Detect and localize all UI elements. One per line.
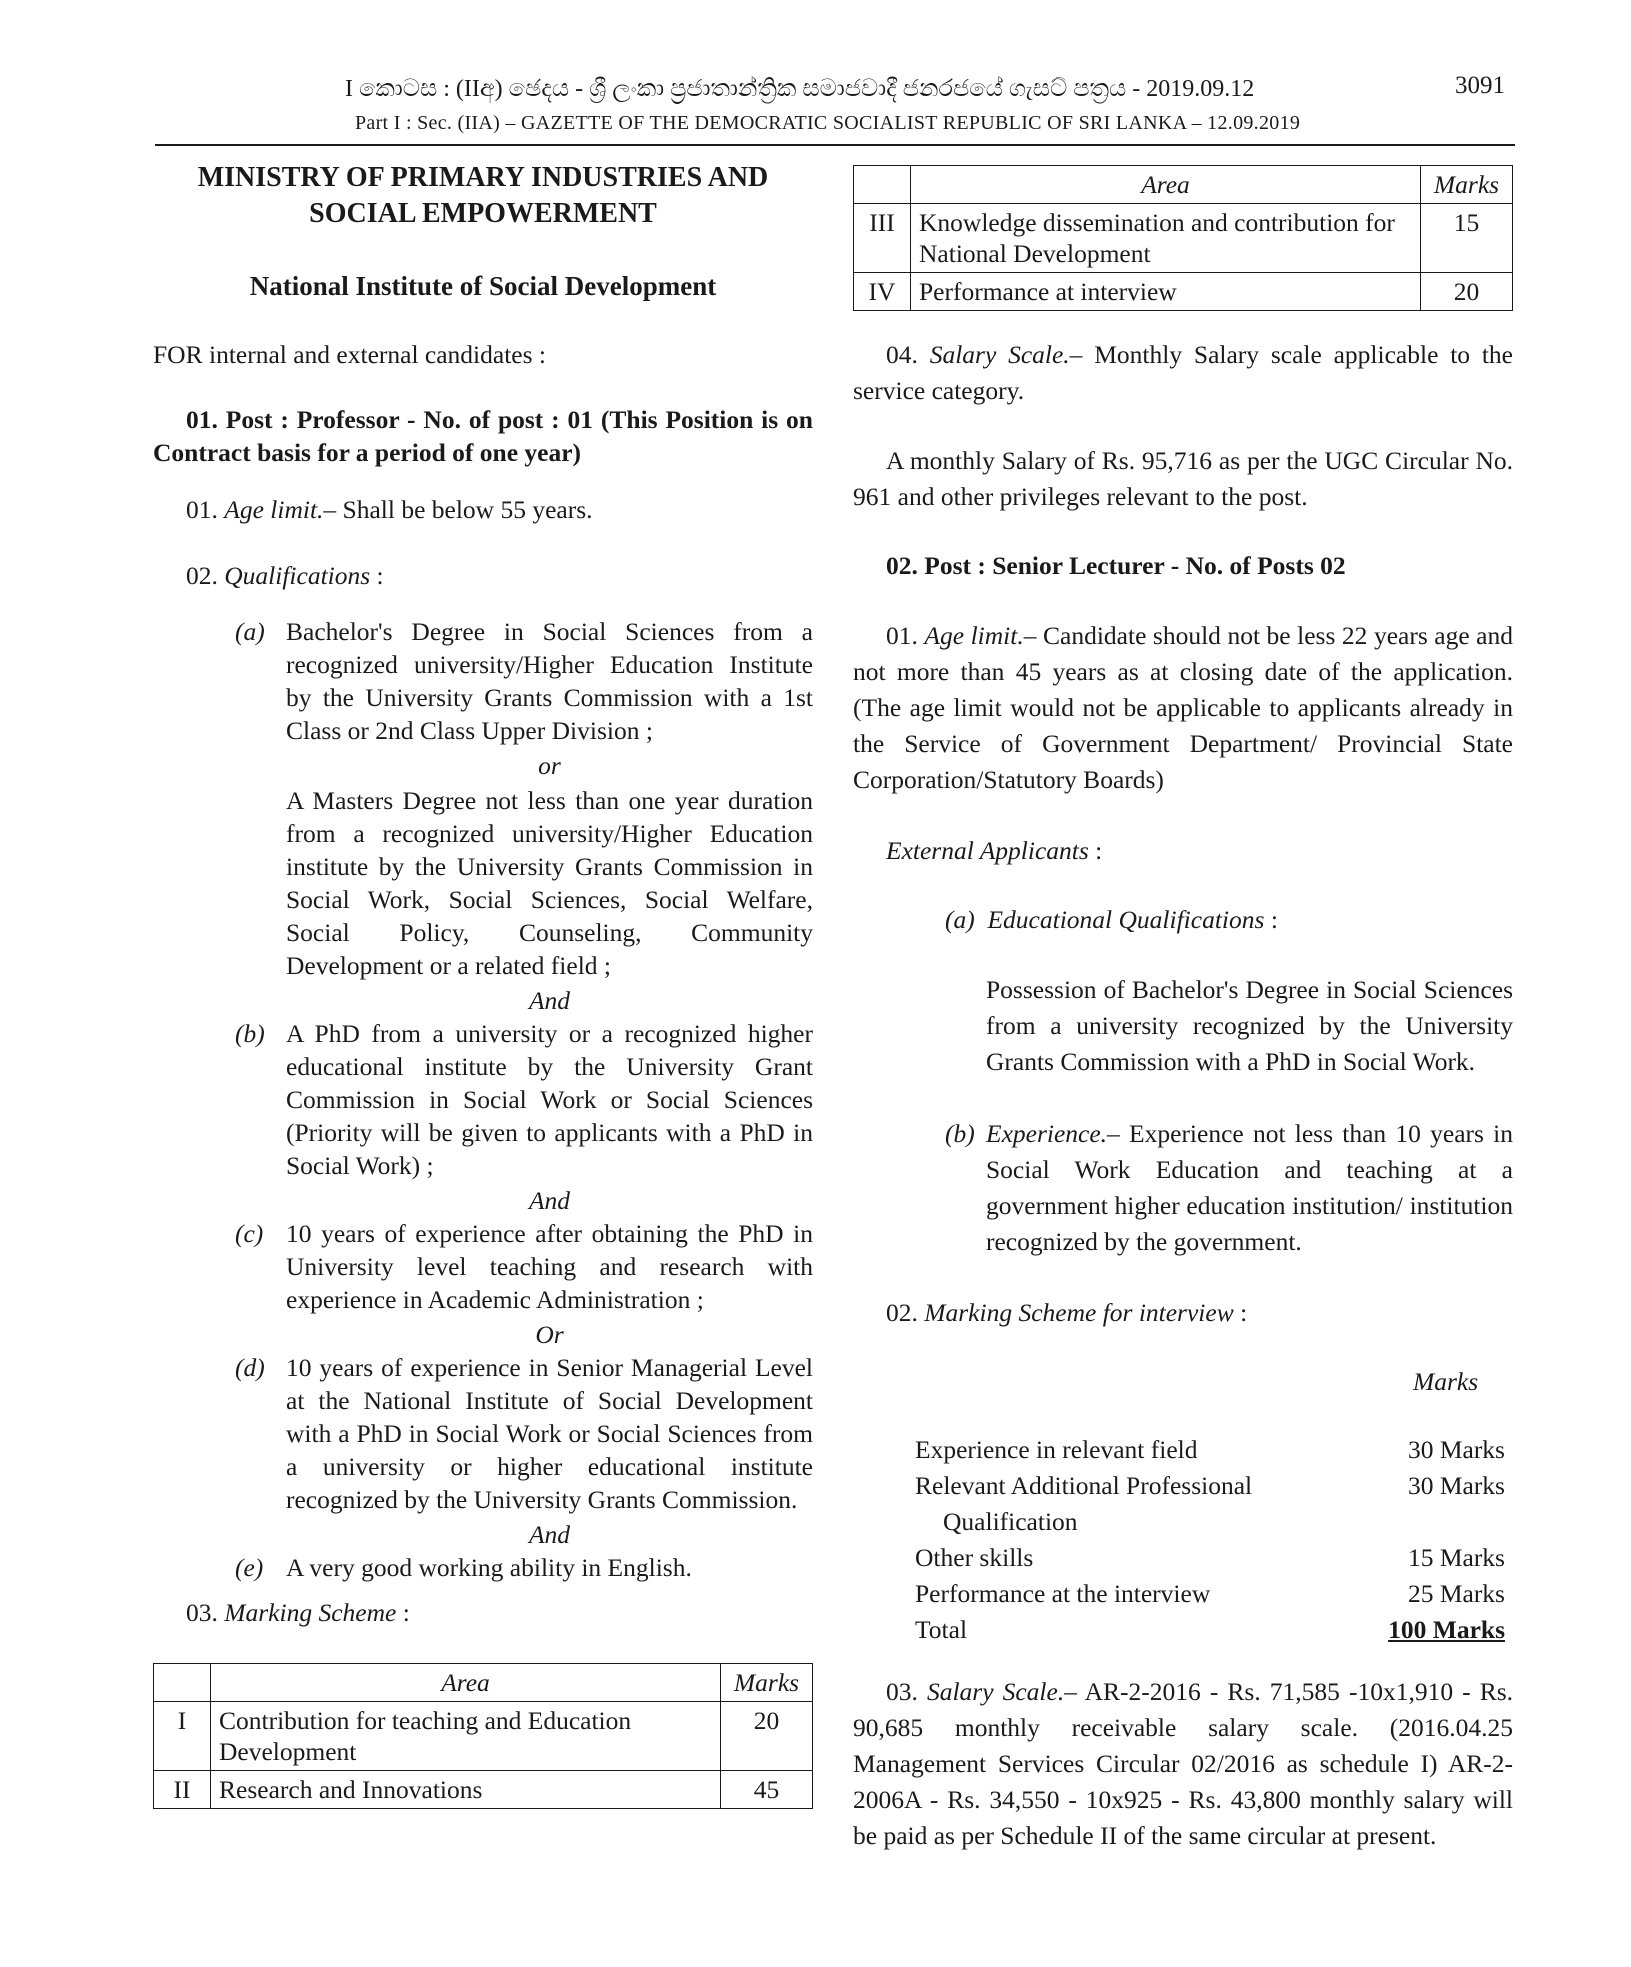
edu-colon: : — [1270, 905, 1278, 934]
table-row — [854, 273, 1513, 311]
table-cell-area: Knowledge dissemination and contribution for National Development — [911, 204, 1421, 273]
qualifications-heading — [153, 559, 813, 592]
qual-item-d — [153, 1351, 813, 1516]
qual-item-a — [153, 615, 813, 747]
right-column — [853, 165, 1513, 1854]
ministry-title-line2: SOCIAL EMPOWERMENT — [309, 198, 657, 229]
mi-label: Marking Scheme for interview — [924, 1298, 1234, 1327]
table-row — [154, 1702, 813, 1771]
and-2: And — [528, 1186, 571, 1215]
edu-qual-text: Possession of Bachelor's Degree in Social Sciences from a university recognized by the University Grants Commission with a PhD in Social Work. — [986, 975, 1513, 1076]
table-cell-num: I — [154, 1702, 211, 1771]
post2-age-label: Age limit.– — [924, 621, 1037, 650]
table-cell-area: Research and Innovations — [211, 1771, 721, 1809]
salary2-num: 03. — [886, 1677, 918, 1706]
qual-colon: : — [376, 561, 384, 590]
marking-scheme-table-right — [853, 165, 1513, 311]
list-item — [915, 1576, 1505, 1612]
experience-para — [986, 1116, 1513, 1260]
marks-value: 25 Marks — [1407, 1579, 1505, 1608]
qual-a-alt: A Masters Degree not less than one year duration from a recognized university/Higher Education institute by the University Grants Commission in Social Work, Social Sciences, Social Welfare, Social Policy, Counseling, Community Development or a related field ; — [286, 786, 813, 980]
header-english: Part I : Sec. (IIA) – GAZETTE OF THE DEMOCRATIC SOCIALIST REPUBLIC OF SRI LANKA – 12.09.2019 — [355, 112, 1301, 134]
header-rule — [155, 144, 1515, 146]
qual-c-text: 10 years of experience after obtaining the PhD in University level teaching and research with experience in Academic Administration ; — [286, 1219, 813, 1314]
table-cell-num: IV — [854, 273, 911, 311]
list-item — [915, 1468, 1505, 1540]
qual-a-text: Bachelor's Degree in Social Sciences from a recognized university/Higher Education Institute by the University Grants Commission with a 1st Class or 2nd Class Upper Division ; — [286, 617, 813, 745]
marking-interview-heading — [853, 1296, 1513, 1329]
list-item — [915, 1432, 1505, 1468]
table-header-marks: Marks — [1421, 166, 1513, 204]
exp-label: (b) — [945, 1119, 975, 1148]
table-header-num — [854, 166, 911, 204]
edu-qual-heading — [853, 903, 1513, 936]
table-cell-area: Performance at interview — [911, 273, 1421, 311]
marks-value: 30 Marks — [1407, 1471, 1505, 1500]
header-sinhala: I කොටස : (IIඅ) ඡෙදය - ශ්‍රී ලංකා ප්‍රජාතාන්ත්‍රික සමාජවාදී ජනරජයේ ගැසට් පත්‍රය - 2019.09.12 — [345, 76, 1255, 102]
salary2-text: AR-2-2016 - Rs. 71,585 -10x1,910 - Rs. 90,685 monthly receivable salary scale. (2016.04.25 Management Services Circular 02/2016 as schedule I) AR-2-2006A - Rs. 34,550 - 10x925 - Rs. 43,800 monthly salary will be paid as per Schedule II of the same circular at present. — [853, 1677, 1514, 1850]
qual-item-b — [153, 1017, 813, 1182]
table-header-row — [154, 1664, 813, 1702]
age-num: 01. — [186, 495, 218, 524]
qual-label: Qualifications — [224, 561, 371, 590]
qual-e-text: A very good working ability in English. — [286, 1553, 692, 1582]
qual-c-label: (c) — [235, 1219, 264, 1248]
marks-total-value: 100 Marks — [1388, 1615, 1505, 1644]
table-header-area: Area — [911, 166, 1421, 204]
or-2: Or — [535, 1320, 564, 1349]
experience-item — [853, 1116, 1513, 1260]
mi-colon: : — [1240, 1298, 1248, 1327]
ms-num: 03. — [186, 1598, 218, 1627]
table-cell-num: II — [154, 1771, 211, 1809]
salary-scale-2-para — [853, 1674, 1513, 1854]
qual-b-text: A PhD from a university or a recognized higher educational institute by the University Grant Commission in Social Work or Social Sciences (Priority will be given to applicants with a PhD in Social Work) ; — [286, 1019, 813, 1180]
qual-b-label: (b) — [235, 1019, 265, 1048]
qual-d-label: (d) — [235, 1353, 265, 1382]
edu-title: Educational Qualifications — [987, 905, 1265, 934]
qual-num: 02. — [186, 561, 218, 590]
qual-item-c — [153, 1217, 813, 1316]
marks-item: Performance at the interview — [915, 1579, 1211, 1608]
ministry-title-line1: MINISTRY OF PRIMARY INDUSTRIES AND — [197, 162, 769, 193]
qual-d-text: 10 years of experience in Senior Managerial Level at the National Institute of Social Development with a PhD in Social Work or Social Sciences from a university or higher educational institute recognized by the University Grants Commission. — [286, 1353, 813, 1514]
table-header-marks: Marks — [721, 1664, 813, 1702]
salary-monthly: A monthly Salary of Rs. 95,716 as per the UGC Circular No. 961 and other privileges relevant to the post. — [853, 446, 1513, 511]
table-cell-area: Contribution for teaching and Education Development — [211, 1702, 721, 1771]
qual-a-label: (a) — [235, 617, 265, 646]
table-cell-marks: 45 — [721, 1771, 813, 1809]
exp-text: Experience not less than 10 years in Social Work Education and teaching at a government higher education institution/ institution recognized by the government. — [986, 1119, 1513, 1256]
salary2-label: Salary Scale.– — [926, 1677, 1077, 1706]
salary-label: Salary Scale.– — [929, 340, 1083, 369]
age-text: Shall be below 55 years. — [342, 495, 593, 524]
marks-value: 30 Marks — [1407, 1435, 1505, 1464]
qual-item-e — [153, 1551, 813, 1584]
marks-item: Other skills — [915, 1543, 1034, 1572]
age-label: Age limit.– — [224, 495, 337, 524]
post1-title: 01. Post : Professor - No. of post : 01 (This Position is on Contract basis for a period of one year) — [153, 405, 813, 467]
marks-total-label: Total — [915, 1615, 968, 1644]
edu-label: (a) — [945, 905, 975, 934]
marking-scheme-heading — [153, 1596, 813, 1629]
table-row — [854, 204, 1513, 273]
marks-value: 15 Marks — [1407, 1543, 1505, 1572]
external-colon: : — [1095, 836, 1103, 865]
marks-item-cont: Qualification — [943, 1507, 1078, 1536]
table-cell-num: III — [854, 204, 911, 273]
marks-item: Experience in relevant field — [915, 1435, 1198, 1464]
post2-age-limit — [853, 618, 1513, 798]
page-number: 3091 — [1455, 72, 1505, 99]
table-header-num — [154, 1664, 211, 1702]
and-3: And — [528, 1520, 571, 1549]
external-applicants-heading — [853, 834, 1513, 867]
external-label: External Applicants — [886, 836, 1089, 865]
marking-scheme-table-left — [153, 1663, 813, 1809]
and-1: And — [528, 986, 571, 1015]
left-column — [153, 160, 813, 1809]
qual-e-label: (e) — [235, 1553, 264, 1582]
ms-colon: : — [402, 1598, 410, 1627]
salary-text: Monthly Salary scale applicable to the service category. — [853, 340, 1513, 405]
marks-heading: Marks — [1413, 1367, 1479, 1396]
table-row — [154, 1771, 813, 1809]
marks-item: Relevant Additional Professional — [915, 1471, 1253, 1500]
salary-scale-para — [853, 337, 1513, 409]
salary-num: 04. — [886, 340, 918, 369]
for-candidates: FOR internal and external candidates : — [153, 340, 546, 369]
table-header-area: Area — [211, 1664, 721, 1702]
table-cell-marks: 20 — [721, 1702, 813, 1771]
institute-title: National Institute of Social Development — [249, 271, 717, 301]
table-header-row — [854, 166, 1513, 204]
exp-title: Experience.– — [986, 1119, 1120, 1148]
post2-age-num: 01. — [886, 621, 918, 650]
ms-label: Marking Scheme — [224, 1598, 397, 1627]
interview-marks-list — [915, 1432, 1505, 1648]
mi-num: 02. — [886, 1298, 918, 1327]
or-1: or — [538, 751, 561, 780]
post2-title: 02. Post : Senior Lecturer - No. of Posts 02 — [886, 551, 1346, 580]
age-limit — [153, 493, 813, 526]
table-cell-marks: 15 — [1421, 204, 1513, 273]
post2-age-text: Candidate should not be less 22 years age and not more than 45 years as at closing date of the application. (The age limit would not be applicable to applicants already in the Service of Government Department/ Provincial State Corporation/Statutory Boards) — [853, 621, 1514, 794]
list-item — [915, 1540, 1505, 1576]
table-cell-marks: 20 — [1421, 273, 1513, 311]
marks-total-row — [915, 1612, 1505, 1648]
